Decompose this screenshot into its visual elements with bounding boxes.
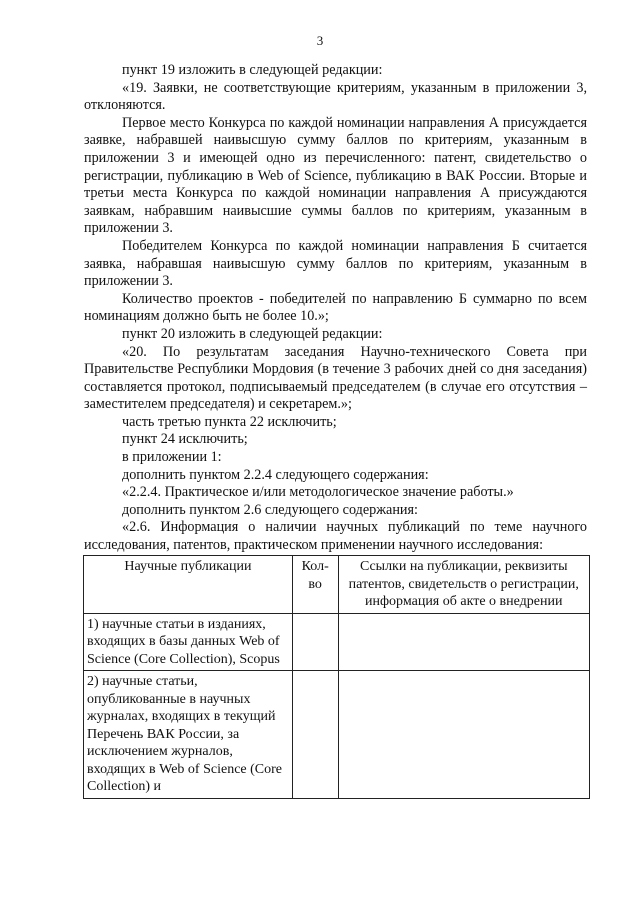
header-count: Кол-во bbox=[292, 556, 338, 614]
paragraph: часть третью пункта 22 исключить; bbox=[122, 413, 337, 430]
table-cell bbox=[292, 671, 338, 799]
header-references: Ссылки на публикации, реквизиты патентов, свидетельств о регистрации, информация об акте о внедрении bbox=[338, 556, 590, 614]
publications-table bbox=[83, 555, 590, 799]
paragraph: пункт 24 исключить; bbox=[122, 431, 248, 448]
table-cell: 1) научные статьи в изданиях, входящих в базы данных Web of Science (Core Collection), Scopus bbox=[84, 613, 293, 671]
table-row bbox=[84, 671, 590, 799]
table-cell bbox=[338, 613, 590, 671]
paragraph: пункт 19 изложить в следующей редакции: bbox=[122, 62, 383, 78]
paragraph: в приложении 1: bbox=[122, 449, 222, 466]
paragraph: Победителем Конкурса по каждой номинации направления Б считается заявка, набравшая наивысшую сумму баллов по критериям, указанным в приложении 3. bbox=[84, 237, 587, 290]
paragraph: «2.2.4. Практическое и/или методологическое значение работы.» bbox=[122, 484, 514, 501]
paragraph: Первое место Конкурса по каждой номинации направления А присуждается заявке, набравшей наивысшую сумму баллов по критериям, указанным в приложении 3 и имеющей одно из перечисленного: патент, свидетельство о регистрации, публикацию в Web of Science, публикацию в ВАК России. Вторые и третьи места Конкурса по каждой номинации направления А присуждаются заявкам, набравшим наивысшие суммы баллов по критериям, указанным в приложении 3. bbox=[84, 114, 587, 237]
paragraph: «19. Заявки, не соответствующие критериям, указанным в приложении 3, отклоняются. bbox=[84, 79, 587, 114]
header-publications: Научные публикации bbox=[84, 556, 293, 614]
table-cell bbox=[292, 613, 338, 671]
page-number: 3 bbox=[316, 33, 324, 48]
paragraph: «2.6. Информация о наличии научных публикаций по теме научного исследования, патентов, практическом применении научного исследования: bbox=[84, 519, 587, 554]
paragraph: дополнить пунктом 2.2.4 следующего содержания: bbox=[122, 466, 429, 483]
paragraph: Количество проектов - победителей по направлению Б суммарно по всем номинациям должно быть не более 10.»; bbox=[84, 290, 587, 325]
paragraph: пункт 20 изложить в следующей редакции: bbox=[122, 325, 383, 342]
table-cell bbox=[338, 671, 590, 799]
document-body bbox=[84, 62, 587, 555]
paragraph: «20. По результатам заседания Научно-технического Совета при Правительстве Республики Мордовия (в течение 3 рабочих дней со дня заседания) составляется протокол, подписываемый председателем (в случае его отсутствия – заместителем председателя) и секретарем.»; bbox=[84, 343, 587, 413]
table-header-row bbox=[84, 556, 590, 614]
paragraph: дополнить пунктом 2.6 следующего содержания: bbox=[122, 501, 418, 518]
table-cell: 2) научные статьи, опубликованные в научных журналах, входящих в текущий Перечень ВАК России, за исключением журналов, входящих в Web of Science (Core Collection) и bbox=[84, 671, 293, 799]
table-row bbox=[84, 613, 590, 671]
